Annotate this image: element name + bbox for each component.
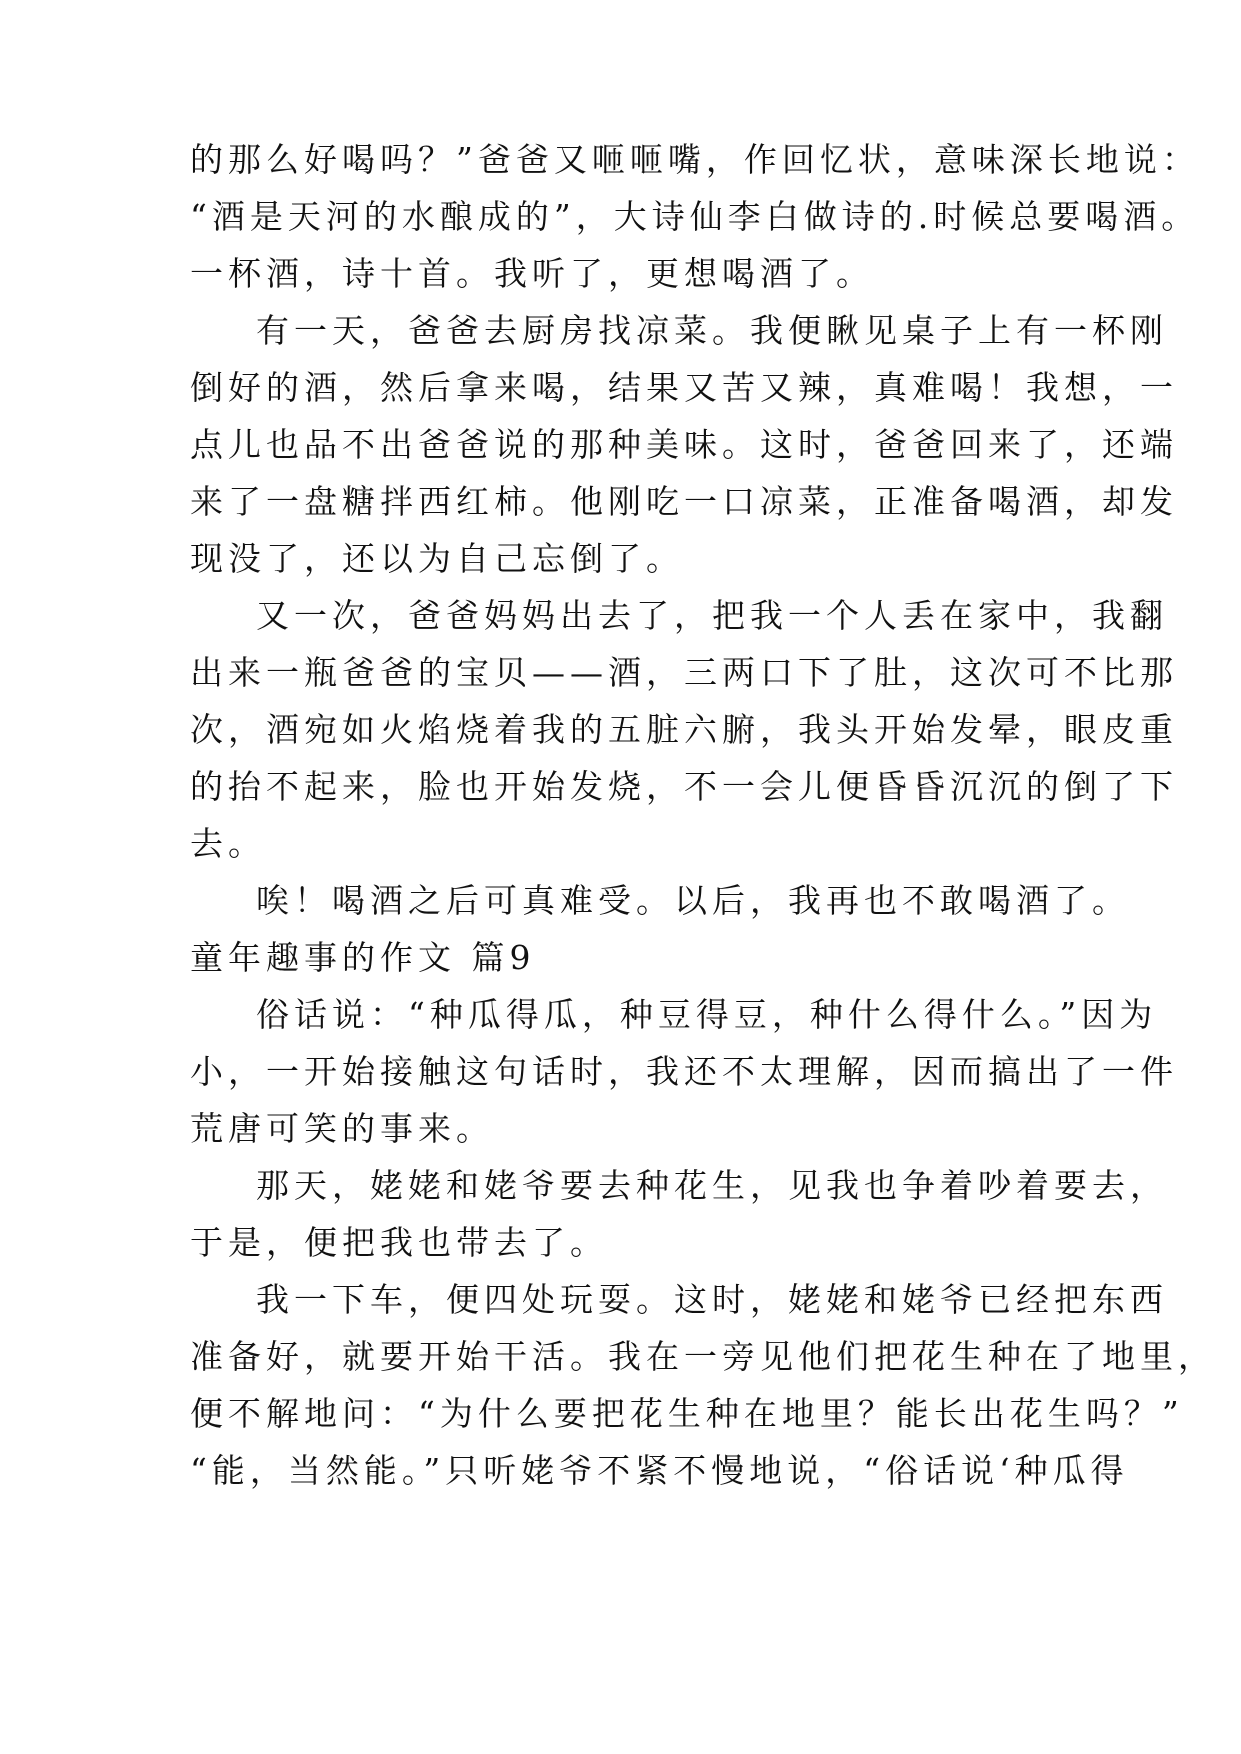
paragraph-first-line: 俗话说：“种瓜得瓜，种豆得豆，种什么得什么。”因为 bbox=[256, 995, 1158, 1034]
paragraph-first-line: 我一下车，便四处玩耍。这时，姥姥和姥爷已经把东西 bbox=[256, 1280, 1168, 1319]
text-line: 于是，便把我也带去了。 bbox=[190, 1223, 608, 1262]
text-line: 次，酒宛如火焰烧着我的五脏六腑，我头开始发晕，眼皮重 bbox=[190, 710, 1178, 749]
section-heading: 童年趣事的作文 篇9 bbox=[190, 938, 536, 977]
paragraph-first-line: 有一天，爸爸去厨房找凉菜。我便瞅见桌子上有一杯刚 bbox=[256, 311, 1168, 350]
text-line: “酒是天河的水酿成的”，大诗仙李白做诗的.时候总要喝酒。 bbox=[190, 197, 1200, 236]
text-line: 出来一瓶爸爸的宝贝——酒，三两口下了肚，这次可不比那 bbox=[190, 653, 1178, 692]
text-line: 便不解地问：“为什么要把花生种在地里？能长出花生吗？” bbox=[190, 1394, 1184, 1433]
text-line: 倒好的酒，然后拿来喝，结果又苦又辣，真难喝！我想，一 bbox=[190, 368, 1178, 407]
text-line: 准备好，就要开始干活。我在一旁见他们把花生种在了地里， bbox=[190, 1337, 1216, 1376]
text-line: 荒唐可笑的事来。 bbox=[190, 1109, 494, 1148]
paragraph-first-line: 唉！喝酒之后可真难受。以后，我再也不敢喝酒了。 bbox=[256, 881, 1130, 920]
text-line: 小，一开始接触这句话时，我还不太理解，因而搞出了一件 bbox=[190, 1052, 1178, 1091]
text-line: 一杯酒，诗十首。我听了，更想喝酒了。 bbox=[190, 254, 874, 293]
text-line: “能，当然能。”只听姥爷不紧不慢地说，“俗话说‘种瓜得 bbox=[190, 1451, 1129, 1490]
paragraph-first-line: 又一次，爸爸妈妈出去了，把我一个人丢在家中，我翻 bbox=[256, 596, 1168, 635]
text-line: 来了一盘糖拌西红柿。他刚吃一口凉菜，正准备喝酒，却发 bbox=[190, 482, 1178, 521]
text-line: 的抬不起来，脸也开始发烧，不一会儿便昏昏沉沉的倒了下 bbox=[190, 767, 1178, 806]
text-line: 去。 bbox=[190, 824, 266, 863]
paragraph-first-line: 那天，姥姥和姥爷要去种花生，见我也争着吵着要去， bbox=[256, 1166, 1168, 1205]
text-line: 点儿也品不出爸爸说的那种美味。这时，爸爸回来了，还端 bbox=[190, 425, 1178, 464]
text-line: 现没了，还以为自己忘倒了。 bbox=[190, 539, 684, 578]
text-line: 的那么好喝吗？”爸爸又咂咂嘴，作回忆状，意味深长地说： bbox=[190, 140, 1200, 179]
